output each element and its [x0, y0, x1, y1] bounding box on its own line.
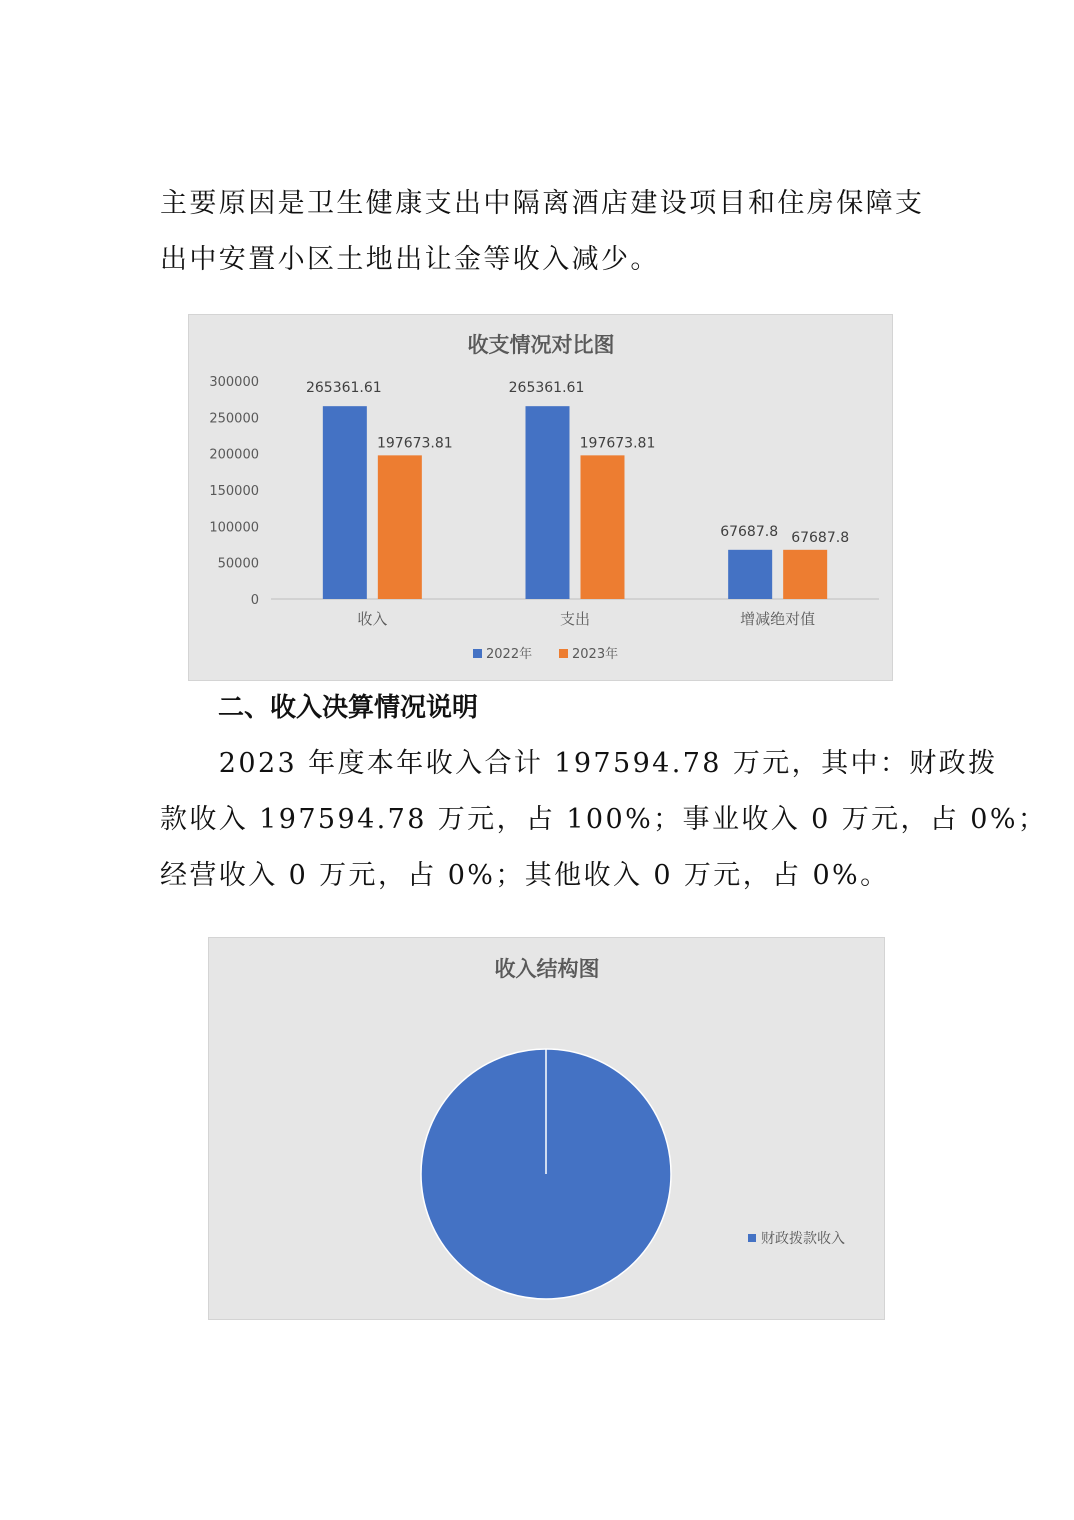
section-heading: 二、收入决算情况说明: [218, 693, 479, 723]
bar-2-2: [581, 455, 625, 599]
y-tick-label: 300000: [209, 375, 259, 390]
category-label: 支出: [559, 610, 591, 628]
data-label: 197673.81: [376, 435, 453, 452]
category-label: 收入: [357, 610, 388, 628]
pie-chart-panel: [208, 937, 885, 1320]
income-line-1: 2023 年度本年收入合计 197594.78 万元，其中：财政拨: [160, 748, 998, 779]
y-tick-label: 200000: [209, 447, 259, 463]
y-tick-label: 100000: [209, 520, 259, 536]
intro-line-2: 出中安置小区土地出让金等收入减少。: [160, 244, 660, 275]
bar-chart-categories: [357, 610, 815, 628]
bar-2-1: [378, 455, 422, 599]
bar-chart-title: 收支情况对比图: [467, 333, 615, 357]
legend-swatch: [559, 649, 568, 658]
pie-chart-legend: [748, 1230, 845, 1247]
data-label: 265361.61: [305, 380, 382, 397]
bar-chart: [189, 315, 894, 682]
legend-swatch: [473, 649, 482, 658]
data-label: 197673.81: [579, 435, 656, 452]
legend-label: 2022年: [486, 647, 533, 662]
bar-1-2: [526, 406, 570, 599]
bar-chart-legend: [473, 646, 618, 662]
y-tick-label: 0: [250, 593, 259, 608]
category-label: 增减绝对值: [740, 610, 816, 628]
bar-1-3: [728, 550, 772, 599]
bar-chart-y-ticks: [209, 375, 259, 608]
income-line-3: 经营收入 0 万元，占 0%；其他收入 0 万元，占 0%。: [160, 860, 890, 891]
y-tick-label: 150000: [209, 484, 259, 499]
intro-paragraph: [160, 176, 930, 288]
bar-1-1: [323, 406, 367, 599]
data-label: 67687.8: [720, 523, 779, 540]
y-tick-label: 250000: [209, 411, 259, 427]
intro-line-1: 主要原因是卫生健康支出中隔离酒店建设项目和住房保障支: [160, 188, 925, 219]
data-label: 265361.61: [508, 380, 585, 397]
y-tick-label: 50000: [217, 556, 259, 572]
bar-2-3: [783, 550, 827, 599]
pie-chart: [209, 938, 886, 1321]
income-paragraph: [160, 736, 1048, 904]
pie-chart-title: 收入结构图: [494, 957, 600, 981]
bar-chart-panel: [188, 314, 893, 681]
legend-label: 财政拨款收入: [761, 1231, 845, 1247]
pie-chart-slices: [421, 1049, 671, 1299]
bar-chart-bars: [306, 380, 849, 599]
income-line-2: 款收入 197594.78 万元，占 100%；事业收入 0 万元，占 0%；: [160, 804, 1048, 835]
data-label: 67687.8: [791, 529, 850, 546]
legend-label: 2023年: [572, 647, 619, 662]
legend-swatch: [748, 1234, 756, 1242]
